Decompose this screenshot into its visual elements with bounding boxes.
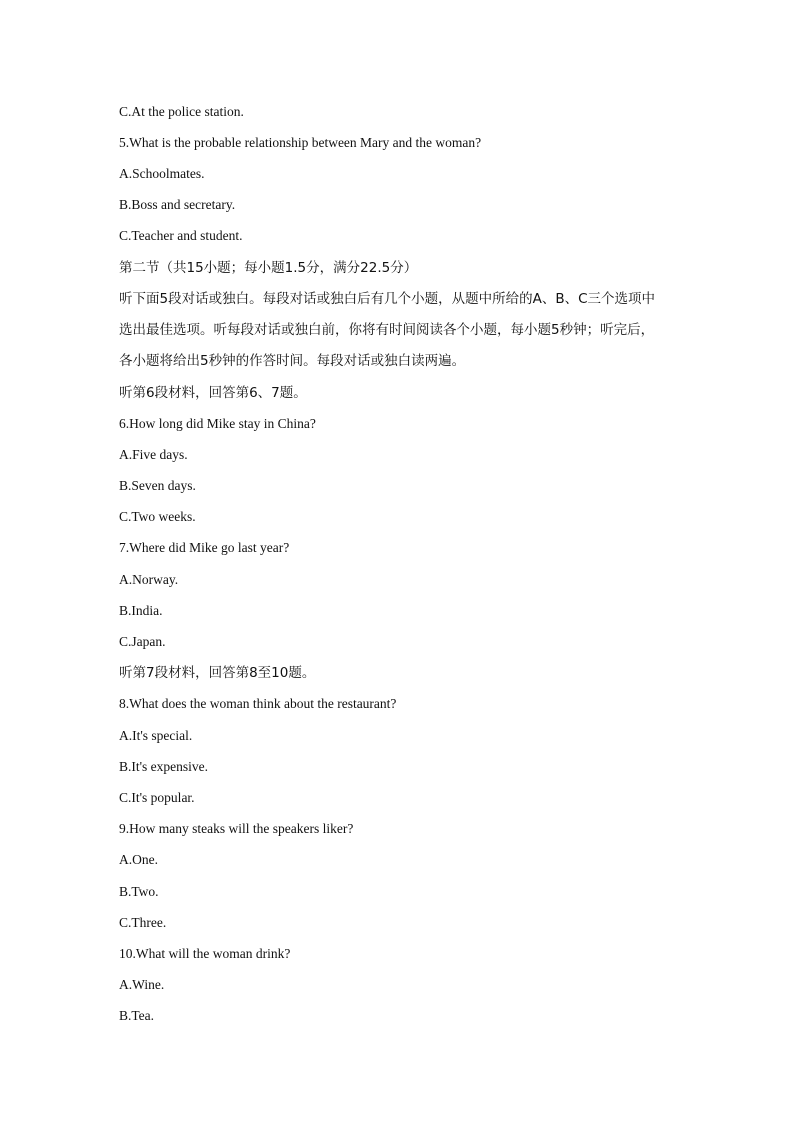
question-9: 9.How many steaks will the speakers liker?: [119, 821, 354, 836]
question-8: 8.What does the woman think about the restaurant?: [119, 696, 397, 711]
section-2-instruction-line-3: 各小题将给出5秒钟的作答时间。每段对话或独白读两遍。: [119, 353, 466, 369]
question-10: 10.What will the woman drink?: [119, 946, 291, 961]
option-7a: A.Norway.: [119, 572, 179, 587]
option-5b: B.Boss and secretary.: [119, 197, 236, 212]
option-6a: A.Five days.: [119, 447, 188, 462]
material-7-heading: 听第7段材料，回答第8至10题。: [119, 665, 316, 681]
question-6: 6.How long did Mike stay in China?: [119, 416, 316, 431]
material-6-heading: 听第6段材料，回答第6、7题。: [119, 385, 307, 401]
option-9a: A.One.: [119, 852, 158, 867]
option-9b: B.Two.: [119, 884, 159, 899]
option-5a: A.Schoolmates.: [119, 166, 205, 181]
option-7c: C.Japan.: [119, 634, 166, 649]
section-2-instruction-line-1: 听下面5段对话或独白。每段对话或独白后有几个小题，从题中所给的A、B、C三个选项中: [119, 291, 656, 307]
option-8c: C.It's popular.: [119, 790, 195, 805]
option-6c: C.Two weeks.: [119, 509, 196, 524]
section-2-instruction-line-2: 选出最佳选项。听每段对话或独白前，你将有时间阅读各个小题，每小题5秒钟；听完后，: [119, 322, 655, 338]
option-5c: C.Teacher and student.: [119, 228, 243, 243]
option-10a: A.Wine.: [119, 977, 165, 992]
option-6b: B.Seven days.: [119, 478, 196, 493]
option-4c: C.At the police station.: [119, 104, 244, 119]
option-8b: B.It's expensive.: [119, 759, 209, 774]
option-9c: C.Three.: [119, 915, 167, 930]
option-7b: B.India.: [119, 603, 163, 618]
option-10b: B.Tea.: [119, 1008, 155, 1023]
section-2-heading: 第二节（共15小题；每小题1.5分，满分22.5分）: [119, 260, 418, 276]
question-5: 5.What is the probable relationship between Mary and the woman?: [119, 135, 482, 150]
option-8a: A.It's special.: [119, 728, 193, 743]
question-7: 7.Where did Mike go last year?: [119, 540, 290, 555]
